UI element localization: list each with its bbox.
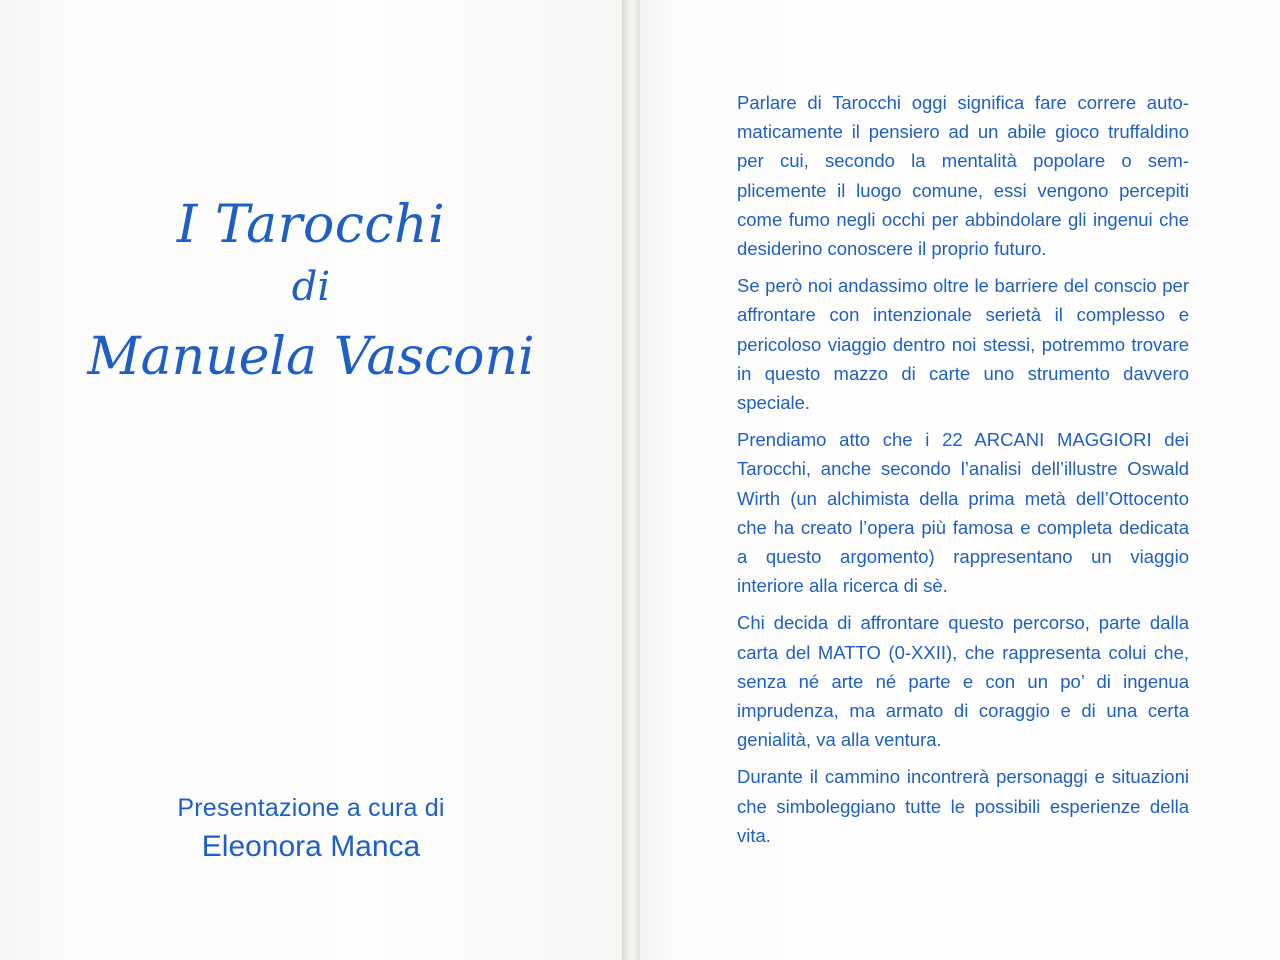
title-connector: di: [291, 264, 331, 310]
paragraph: Prendiamo atto che i 22 ARCANI MAGGIORI dei Tarocchi, anche secondo l’analisi dell’illustre Oswald Wirth (un alchimista della prima metà dell’Ottocento che ha creato l’opera più famosa e completa dedicata a questo argomento) rappresentano un viaggio interiore alla ricerca di sè.: [737, 429, 1189, 597]
paragraph: Se però noi andassimo oltre le barriere del conscio per affrontare con intenzionale serietà il complesso e pericoloso viaggio dentro noi stessi, potremmo trovare in questo mazzo di carte uno strumento davvero speciale.: [737, 275, 1189, 414]
presentation-label: Presentazione a cura di: [177, 794, 445, 822]
presenter-name: Eleonora Manca: [201, 830, 421, 863]
book-title: I Tarocchi: [176, 195, 446, 255]
paragraph: Chi decida di affrontare questo percorso, parte dalla carta del MATTO (0-XXII), che rappresenta colui che, senza né arte né parte e con un po’ di ingenua imprudenza, ma armato di coraggio e di una certa genialità, va alla ventura.: [737, 612, 1189, 751]
credits-block: [0, 790, 622, 868]
author-name: Manuela Vasconi: [87, 327, 535, 387]
paragraph: Parlare di Tarocchi oggi significa fare correre automaticamente il pensiero ad un abile gioco truffaldino per cui, secondo la mentalità popolare o semplicemente il luogo comune, essi vengono percepiti come fumo negli occhi per abbindolare gli ingenui che desiderino conoscere il proprio futuro.: [737, 92, 1189, 260]
left-page: [0, 0, 622, 960]
introduction-text: [737, 88, 1189, 858]
page-edge: [622, 0, 640, 960]
paragraph: Durante il cammino incontrerà personaggi e situazioni che simboleggiano tutte le possibili esperienze della vita.: [737, 766, 1189, 846]
